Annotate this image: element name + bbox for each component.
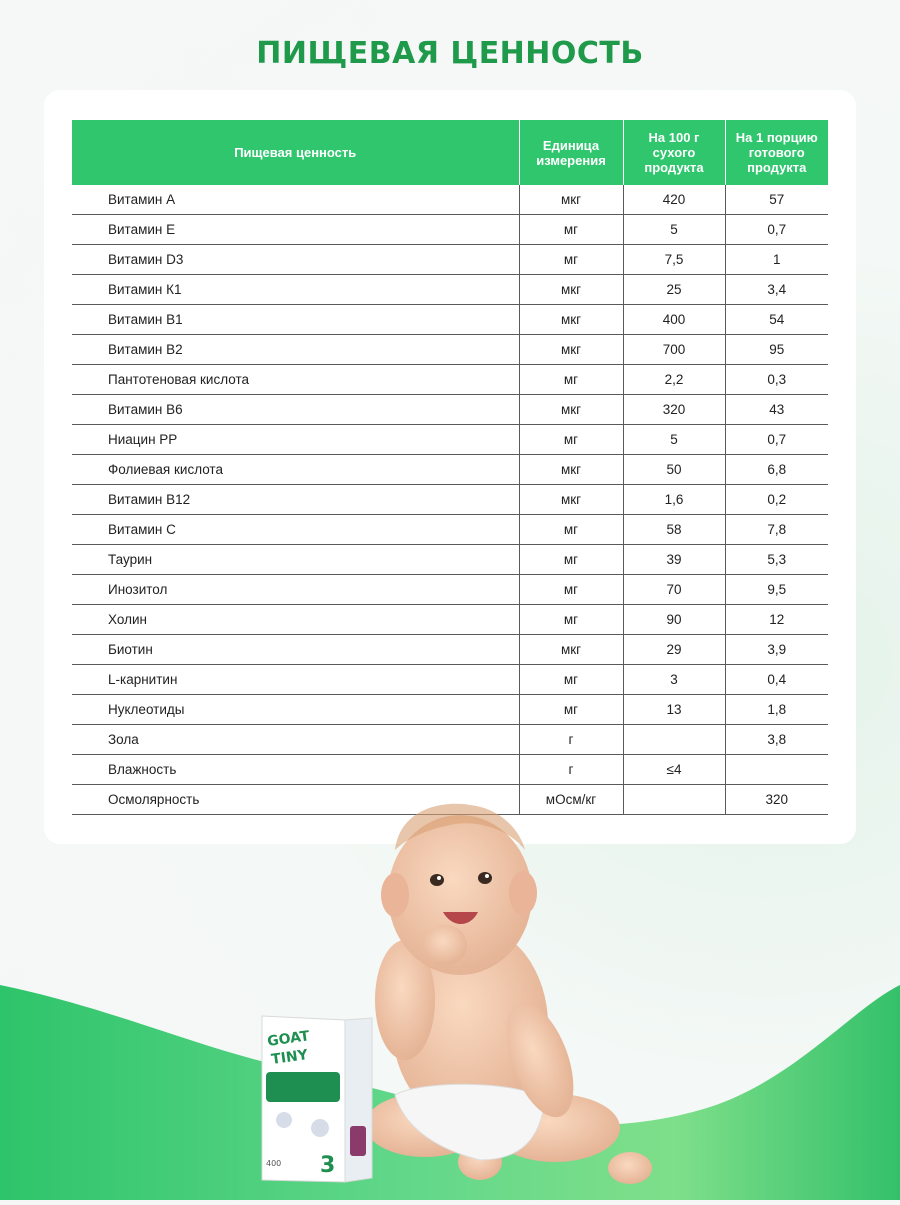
cell-per-portion: 1,8 bbox=[725, 695, 828, 725]
cell-per-100g: 420 bbox=[623, 185, 725, 215]
cell-per-portion: 3,9 bbox=[725, 635, 828, 665]
cell-nutrient: Влажность bbox=[72, 755, 519, 785]
cell-per-100g: 50 bbox=[623, 455, 725, 485]
cell-per-100g: 39 bbox=[623, 545, 725, 575]
cell-per-100g: 320 bbox=[623, 395, 725, 425]
cell-per-100g: 90 bbox=[623, 605, 725, 635]
cell-nutrient: Витамин В1 bbox=[72, 305, 519, 335]
cell-per-portion: 0,2 bbox=[725, 485, 828, 515]
cell-unit: мкг bbox=[519, 335, 623, 365]
cell-unit: мкг bbox=[519, 455, 623, 485]
cell-unit: мкг bbox=[519, 635, 623, 665]
cell-per-portion: 0,7 bbox=[725, 215, 828, 245]
product-brand-line1: GOAT bbox=[266, 1028, 311, 1050]
cell-nutrient: Витамин К1 bbox=[72, 275, 519, 305]
cell-per-portion: 0,3 bbox=[725, 365, 828, 395]
cell-unit: мг bbox=[519, 215, 623, 245]
cell-nutrient: Витамин D3 bbox=[72, 245, 519, 275]
cell-per-100g: 1,6 bbox=[623, 485, 725, 515]
cell-unit: мг bbox=[519, 575, 623, 605]
cell-per-portion: 7,8 bbox=[725, 515, 828, 545]
cell-nutrient: Нуклеотиды bbox=[72, 695, 519, 725]
cell-nutrient: Таурин bbox=[72, 545, 519, 575]
cell-per-100g: 2,2 bbox=[623, 365, 725, 395]
cell-per-100g: 5 bbox=[623, 215, 725, 245]
product-weight: 400 bbox=[266, 1159, 282, 1168]
cell-unit: мг bbox=[519, 545, 623, 575]
page-title: ПИЩЕВАЯ ЦЕННОСТЬ bbox=[256, 36, 644, 71]
cell-unit: мг bbox=[519, 245, 623, 275]
cell-per-portion: 9,5 bbox=[725, 575, 828, 605]
cell-unit: мкг bbox=[519, 485, 623, 515]
cell-unit: мг bbox=[519, 365, 623, 395]
cell-nutrient: Витамин В2 bbox=[72, 335, 519, 365]
cell-per-100g: 700 bbox=[623, 335, 725, 365]
cell-per-portion: 43 bbox=[725, 395, 828, 425]
cell-unit: г bbox=[519, 755, 623, 785]
cell-per-portion: 3,8 bbox=[725, 725, 828, 755]
cell-per-100g: 5 bbox=[623, 425, 725, 455]
cell-per-100g: 58 bbox=[623, 515, 725, 545]
cell-per-portion: 57 bbox=[725, 185, 828, 215]
cell-per-portion: 320 bbox=[725, 785, 828, 815]
cell-per-portion: 5,3 bbox=[725, 545, 828, 575]
cell-unit: мг bbox=[519, 425, 623, 455]
cell-nutrient: Витамин В12 bbox=[72, 485, 519, 515]
cell-nutrient: Витамин С bbox=[72, 515, 519, 545]
cell-per-portion: 6,8 bbox=[725, 455, 828, 485]
cell-unit: г bbox=[519, 725, 623, 755]
product-stage-number: 3 bbox=[320, 1153, 336, 1178]
cell-nutrient: Витамин А bbox=[72, 185, 519, 215]
cell-per-portion: 3,4 bbox=[725, 275, 828, 305]
cell-per-100g: 7,5 bbox=[623, 245, 725, 275]
cell-nutrient: Витамин В6 bbox=[72, 395, 519, 425]
cell-unit: мкг bbox=[519, 185, 623, 215]
cell-nutrient: Ниацин РР bbox=[72, 425, 519, 455]
cell-nutrient: Холин bbox=[72, 605, 519, 635]
cell-per-portion: 0,4 bbox=[725, 665, 828, 695]
cell-unit: мг bbox=[519, 695, 623, 725]
header-unit: Единица измерения bbox=[519, 120, 623, 185]
cell-nutrient: Инозитол bbox=[72, 575, 519, 605]
cell-nutrient: Осмолярность bbox=[72, 785, 519, 815]
cell-nutrient: Фолиевая кислота bbox=[72, 455, 519, 485]
cell-per-100g: 400 bbox=[623, 305, 725, 335]
cell-per-100g: 13 bbox=[623, 695, 725, 725]
header-nutrient: Пищевая ценность bbox=[72, 120, 519, 185]
cell-per-portion: 1 bbox=[725, 245, 828, 275]
cell-per-100g: 70 bbox=[623, 575, 725, 605]
cell-nutrient: L-карнитин bbox=[72, 665, 519, 695]
cell-nutrient: Пантотеновая кислота bbox=[72, 365, 519, 395]
header-per-portion: На 1 порцию готового продукта bbox=[725, 120, 828, 185]
cell-nutrient: Биотин bbox=[72, 635, 519, 665]
cell-unit: мОсм/кг bbox=[519, 785, 623, 815]
cell-unit: мг bbox=[519, 665, 623, 695]
cell-per-portion: 54 bbox=[725, 305, 828, 335]
cell-unit: мкг bbox=[519, 275, 623, 305]
header-per-100g: На 100 г сухого продукта bbox=[623, 120, 725, 185]
cell-per-portion: 0,7 bbox=[725, 425, 828, 455]
cell-per-portion: 12 bbox=[725, 605, 828, 635]
cell-nutrient: Зола bbox=[72, 725, 519, 755]
cell-per-portion: 95 bbox=[725, 335, 828, 365]
cell-nutrient: Витамин Е bbox=[72, 215, 519, 245]
product-brand-line2: TINY bbox=[270, 1047, 309, 1068]
cell-per-100g: ≤4 bbox=[623, 755, 725, 785]
cell-unit: мг bbox=[519, 605, 623, 635]
cell-unit: мкг bbox=[519, 395, 623, 425]
cell-per-100g: 29 bbox=[623, 635, 725, 665]
cell-unit: мг bbox=[519, 515, 623, 545]
cell-per-100g: 25 bbox=[623, 275, 725, 305]
cell-per-100g: 3 bbox=[623, 665, 725, 695]
cell-unit: мкг bbox=[519, 305, 623, 335]
